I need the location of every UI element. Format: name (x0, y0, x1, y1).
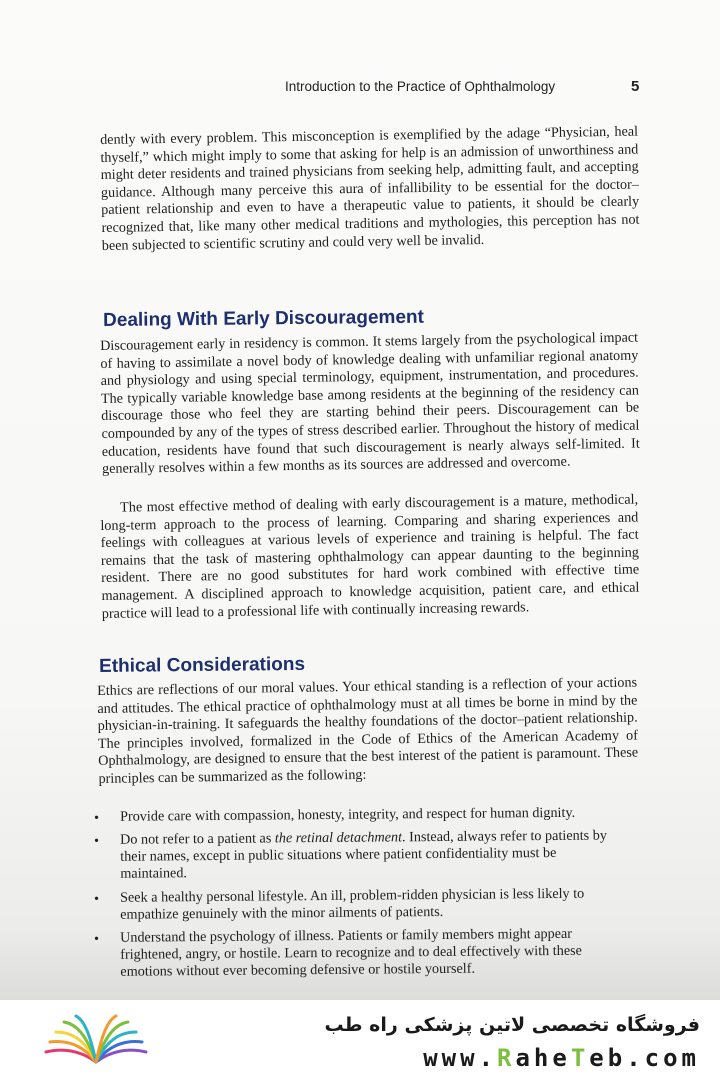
intro-paragraph: dently with every problem. This misconception is exemplified by the adage “Physician, heal thyself,” which might imply to some that asking for help is an admission of unworthiness and might deter residents and trained physicians from seeking help, admitting fault, and accepting guidance. Although many perceive this aura of infallibility to be essential for the doctor–patient relationship and even to have a therapeutic value to patients, it should be clearly recognized that, like many other medical traditions and mythologies, this perception has not been subjected to scientific scrutiny and could very well be invalid. (100, 123, 640, 254)
store-url: www.RaheTeb.com (423, 1044, 700, 1072)
bullet-text-start: Do not refer to a patient as (119, 830, 275, 848)
section-heading-ethics: Ethical Considerations (99, 653, 306, 677)
bullet-text: Understand the psychology of illness. Patients or family members might appear frightened, angry, or hostile. Learn to recognize and to deal effectively with these emotions without ever becoming defensive or hostile yourself. (119, 926, 582, 981)
list-item (92, 828, 622, 884)
bullet-icon: • (94, 810, 100, 826)
store-name-persian: فروشگاه تخصصی لاتین پزشکی راه طب (324, 1014, 700, 1036)
bullet-icon: • (94, 932, 100, 948)
page-number: 5 (631, 78, 640, 95)
ethics-paragraph: Ethics are reflections of our moral values. Your ethical standing is a reflection of your actions and attitudes. The ethical practice of ophthalmology must at all times be borne in mind by the physician-in-training. It safeguards the healthy foundations of the doctor–patient relationship. The principles involved, formalized in the Code of Ethics of the American Academy of Ophthalmology, are designed to ensure that the best interest of the patient is paramount. These principles can be summarized as the following: (97, 674, 639, 787)
open-book-logo-icon (40, 1012, 152, 1070)
bullet-italic-phrase: the retinal detachment (274, 829, 403, 847)
discouragement-paragraph-1: Discouragement early in residency is common. It stems largely from the psychological impact of having to assimilate a novel body of knowledge dealing with unfamiliar regional anatomy and physiology and using special terminology, equipment, instrumentation, and procedures. The typically variable knowledge base among residents at the beginning of the residency can discourage those who feel they are starting behind their peers. Discouragement can be compounded by any of the types of stress described earlier. Throughout the history of medical education, residents have found that such discouragement is nearly always self-limited. It generally resolves within a few months as its sources are addressed and overcome. (100, 329, 640, 478)
list-item (92, 926, 622, 982)
ethics-bullet-list (92, 804, 622, 988)
discouragement-paragraph-2: The most effective method of dealing with early discouragement is a mature, methodical, long-term approach to the process of learning. Comparing and sharing experiences and feelings with colleagues at various levels of experience and training is helpful. The fact remains that the task of mastering ophthalmology can appear daunting to the beginning resident. There are no good substitutes for hard work combined with effective time management. A disciplined approach to knowledge acquisition, patient care, and ethical practice will lead to a professional life with continually increasing rewards. (100, 491, 640, 622)
bullet-icon: • (94, 891, 100, 907)
watermark-banner (0, 1000, 720, 1080)
running-head-title: Introduction to the Practice of Ophthalmology (285, 79, 556, 94)
bullet-text-end: . Instead, always refer to patients by their names, except in public situations where patient confidentiality must be maintained. (120, 827, 607, 883)
bullet-text: Provide care with compassion, honesty, integrity, and respect for human dignity. (119, 804, 576, 825)
list-item (92, 885, 622, 924)
bullet-icon: • (94, 834, 100, 850)
list-item (92, 804, 622, 826)
bullet-text: Seek a healthy personal lifestyle. An ill, problem-ridden physician is less likely to empathize genuinely with the minor ailments of patients. (119, 885, 585, 923)
section-heading-discouragement: Dealing With Early Discouragement (103, 306, 424, 331)
